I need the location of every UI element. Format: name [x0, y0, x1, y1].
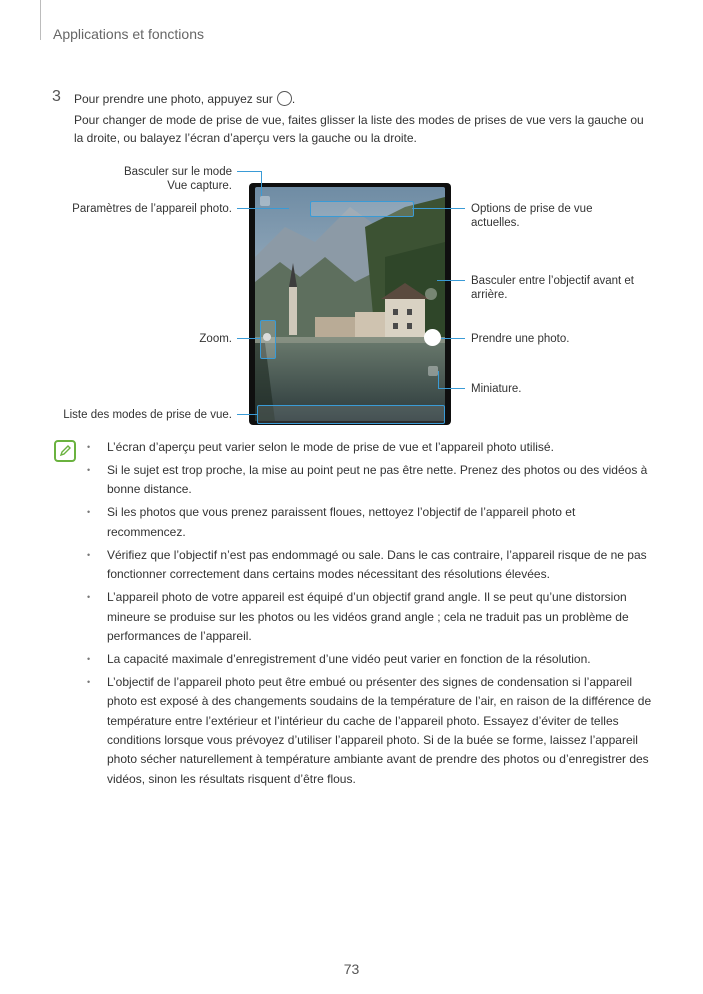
step-mode-instruction: Pour changer de mode de prise de vue, faites glisser la liste des modes de prises de vue vers la gauche ou la droite, ou balayez l’écran d’aperçu vers la gauche ou la droite.	[74, 113, 644, 145]
callout-switch-lens: Basculer entre l’objectif avant et arrière.	[471, 275, 635, 301]
note-item: • L’écran d’aperçu peut varier selon le mode de prise de vue et l’appareil photo utilisé.	[86, 438, 652, 457]
callout-line	[237, 171, 261, 172]
step-instruction-end: .	[291, 92, 296, 106]
note-item: • Si le sujet est trop proche, la mise au point peut ne pas être nette. Prenez des photos ou des vidéos à bonne distance.	[86, 461, 652, 500]
thumbnail-preview[interactable]	[428, 366, 438, 376]
current-shooting-options-bar[interactable]	[310, 201, 414, 217]
note-pencil-icon	[54, 440, 76, 462]
pencil-glyph	[56, 442, 74, 460]
note-item: • Si les photos que vous prenez paraissent floues, nettoyez l’objectif de l’appareil photo et recommencez.	[86, 503, 652, 542]
callout-camera-settings: Paramètres de l’appareil photo.	[72, 203, 232, 215]
note-item: • Vérifiez que l’objectif n’est pas endommagé ou sale. Dans le cas contraire, l’appareil risque de ne pas fonctionner correctement dans certains modes nécessitant des résolutions élevées.	[86, 546, 652, 585]
shutter-button[interactable]	[424, 329, 441, 346]
callout-take-photo: Prendre une photo.	[471, 333, 570, 345]
callout-line	[261, 171, 262, 196]
chapter-title: Applications et fonctions	[53, 26, 204, 42]
step-instruction-text: Pour prendre une photo, appuyez sur	[74, 92, 273, 106]
landscape-preview-image	[255, 187, 445, 421]
camera-preview	[255, 187, 445, 421]
note-item: • L’appareil photo de votre appareil est équipé d’un objectif grand angle. Il se peut qu’une distorsion mineure se produise sur les photos ou les vidéos grand angle ; cela ne traduit pas un problème de performances de l’appareil.	[86, 588, 652, 646]
callout-line	[237, 338, 260, 339]
step-number: 3	[52, 88, 61, 105]
callout-line	[237, 414, 257, 415]
shutter-circle-icon	[277, 91, 292, 106]
note-item: • L’objectif de l’appareil photo peut être embué ou présenter des signes de condensation si l’appareil photo est exposé à des changements soudains de la température de l’air, en raison de la différence de température entre l’extérieur et l’intérieur du cache de l’appareil photo. Essayez d’éviter de telles conditions lorsque vous prévoyez d’utiliser l’appareil photo. Si de la buée se forme, laissez l’appareil photo sécher naturellement à température ambiante avant de prendre des photos ou d’enregistrer des vidéos, sinon les résultats risquent d’être flous.	[86, 673, 652, 789]
callout-line	[412, 208, 465, 209]
notes-list	[86, 438, 652, 793]
callout-thumbnail: Miniature.	[471, 383, 522, 395]
callout-zoom: Zoom.	[199, 333, 232, 345]
callout-current-options: Options de prise de vue actuelles.	[471, 203, 593, 229]
camera-settings-icon[interactable]	[260, 196, 270, 206]
step-instruction	[74, 90, 654, 108]
page-number: 73	[343, 961, 360, 977]
callout-line	[437, 280, 465, 281]
callout-line	[438, 371, 439, 388]
switch-camera-icon[interactable]	[425, 288, 437, 300]
header-rule	[40, 0, 41, 40]
shooting-modes-list[interactable]	[257, 405, 445, 424]
zoom-level-dot	[263, 333, 271, 341]
note-item: • La capacité maximale d’enregistrement d’une vidéo peut varier en fonction de la résolution.	[86, 650, 652, 669]
callout-line	[441, 338, 465, 339]
callout-line	[438, 388, 465, 389]
callout-view-mode: Basculer sur le mode Vue capture.	[123, 166, 232, 192]
callout-line	[237, 208, 289, 209]
callout-mode-list: Liste des modes de prise de vue.	[63, 409, 232, 421]
